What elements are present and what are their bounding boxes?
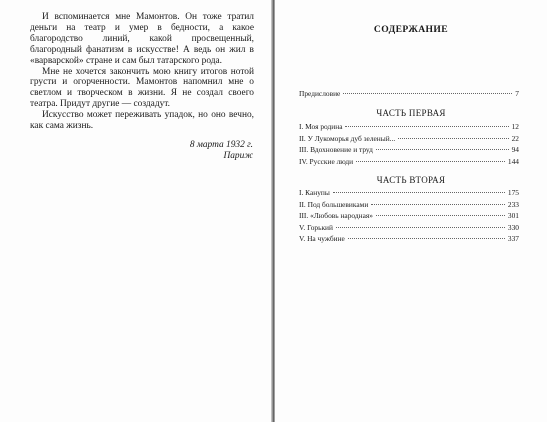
toc-entry-title: Предисловие: [299, 89, 341, 98]
toc-entry-title: III. «Любовь народная»: [299, 211, 373, 221]
paragraph-3: Искусство может переживать упадок, но оно вечно, как сама жизнь.: [30, 110, 254, 132]
toc-entry-page: 7: [515, 89, 519, 98]
body-text: [30, 12, 254, 132]
toc-part1-list: [299, 122, 519, 168]
toc-leader-dots: [398, 138, 508, 139]
toc-row[interactable]: [299, 122, 519, 134]
paragraph-2: Мне не хочется закончить мою книгу итогов нотой грусти и огорченности. Мамонтов напомнил мне о светлом и творческом в жизни. Я не создал своего театра. Придут другие — создадут.: [30, 66, 254, 110]
toc-leader-dots: [376, 149, 509, 150]
toc-entry-title: II. У Лукоморья дуб зеленый...: [299, 133, 396, 143]
toc-row[interactable]: [299, 211, 519, 223]
toc-entry-title: II. Под большевиками: [299, 199, 369, 209]
left-page: [0, 0, 271, 422]
toc-entry-page: 330: [507, 222, 519, 232]
toc-row[interactable]: [299, 89, 519, 101]
toc-row[interactable]: [299, 234, 519, 246]
toc-entry-page: 94: [511, 145, 519, 155]
toc-leader-dots: [348, 238, 505, 239]
toc-entry-title: I. Моя родина: [299, 122, 343, 131]
toc-leader-dots: [356, 161, 505, 162]
toc-leader-dots: [343, 93, 512, 94]
toc-entry-title: V. Горький: [299, 222, 333, 232]
toc-row[interactable]: [299, 223, 519, 235]
toc-row[interactable]: [299, 134, 519, 146]
toc-leader-dots: [333, 192, 505, 193]
toc-entry-page: 301: [507, 211, 519, 221]
toc-leader-dots: [336, 227, 505, 228]
toc-row[interactable]: [299, 188, 519, 200]
signoff-place: Париж: [223, 151, 253, 161]
paragraph-1: И вспоминается мне Мамонтов. Он тоже тратил деньги на театр и умер в бедности, а какое благородство линий, какой просвещенный, благородный фанатизм в искусстве! А ведь он жил в «варварской» стране и сам был татарского рода.: [30, 12, 254, 66]
right-page: [275, 0, 547, 422]
toc-entry-title: IV. Русские люди: [299, 156, 354, 166]
toc-entry-page: 12: [511, 122, 519, 131]
toc-part2-list: [299, 188, 519, 246]
toc-row[interactable]: [299, 157, 519, 169]
toc-title: СОДЕРЖАНИЕ: [373, 24, 449, 35]
toc-leader-dots: [371, 204, 505, 205]
toc-entry-page: 144: [507, 156, 519, 166]
toc-entry-page: 22: [511, 133, 519, 143]
toc-entry-title: I. Канупы: [299, 188, 330, 197]
part1-heading: ЧАСТЬ ПЕРВАЯ: [376, 108, 446, 118]
toc-row[interactable]: [299, 200, 519, 212]
toc-entry-page: 175: [507, 188, 519, 197]
part2-heading: ЧАСТЬ ВТОРАЯ: [376, 175, 446, 185]
toc-entry-page: 233: [507, 199, 519, 209]
toc-leader-dots: [376, 215, 505, 216]
signoff: [190, 140, 253, 162]
toc-entry-title: III. Вдохновение и труд: [299, 145, 373, 155]
signoff-date: 8 марта 1932 г.: [189, 140, 253, 150]
toc-entry-title: V. На чужбине: [299, 234, 345, 244]
toc-leader-dots: [345, 126, 508, 127]
toc-preface: [299, 89, 519, 101]
toc-entry-page: 337: [507, 234, 519, 244]
toc-row[interactable]: [299, 145, 519, 157]
